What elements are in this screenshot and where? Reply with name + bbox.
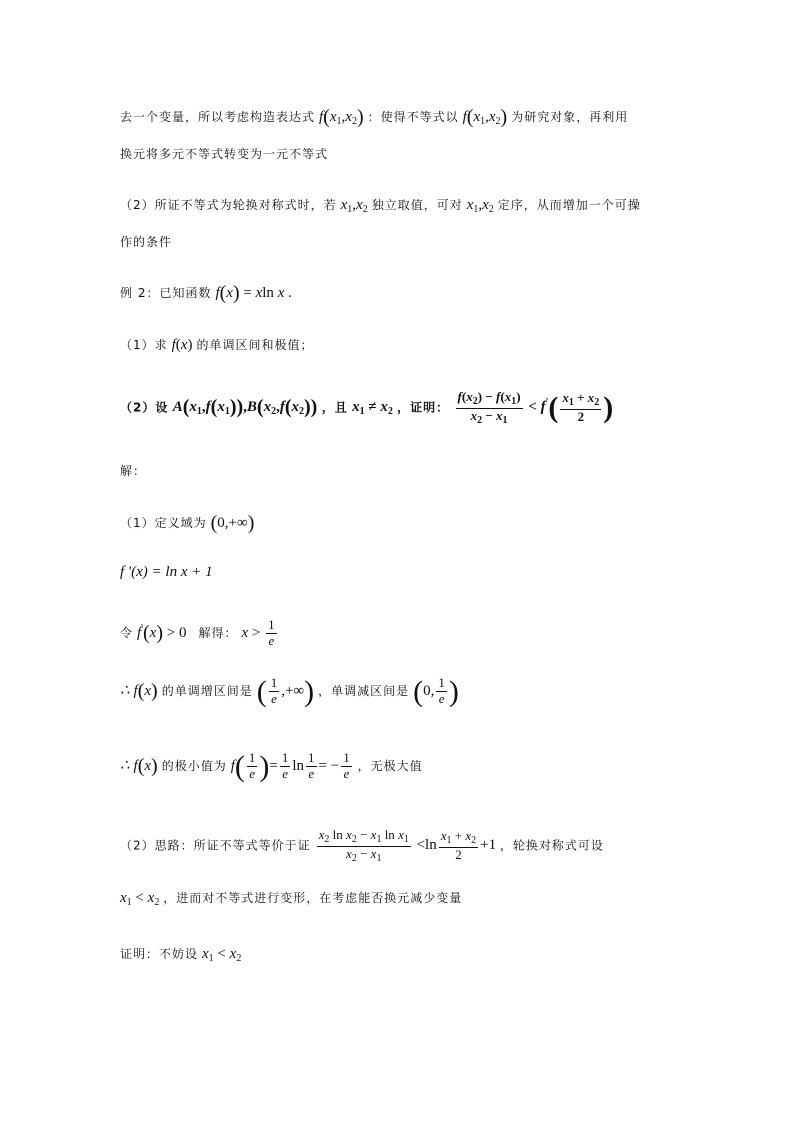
formula-min-value: f( $\frac{1}{e}$ )= $\frac{1}{e}$ ln $\frac{1}{e}$ = − $\frac{1}{e}$ <box>230 750 350 783</box>
step-idea-text-b: ，轮换对称式可设 <box>499 838 604 853</box>
step-monotonic-therefore: ∴ <box>120 683 130 699</box>
formula-inc-interval: ( $\frac{1}{e}$ ,+∞) <box>256 675 315 708</box>
example-text-b: . <box>288 285 293 301</box>
step-idea-text-a: （2）思路：所证不等式等价于证 <box>120 838 311 853</box>
formula-fprime-pos: f'(x) > 0 <box>137 621 187 644</box>
example-heading <box>120 282 292 305</box>
question-2-text-a: （2）设 <box>120 400 169 415</box>
step-idea <box>120 828 604 864</box>
note-line-1 <box>120 196 641 215</box>
note-text-a: （2）所证不等式为轮换对称式时，若 <box>120 198 337 212</box>
formula-f-x1-x2-b: $f(x_1,x_2)$ <box>462 106 508 128</box>
step-proof <box>120 945 241 964</box>
step-solve-text-b: 解得： <box>198 625 238 640</box>
formula-domain: (0,+∞) <box>210 512 255 534</box>
formula-fx: f(x) <box>171 337 193 353</box>
formula-derivative: f '(x) = ln x + 1 <box>120 564 213 580</box>
step-monotonic <box>120 675 459 709</box>
intro-text-a: 去一个变量，所以考虑构造表达式 <box>120 110 316 124</box>
intro-text-b: ：使得不等式以 <box>367 110 459 124</box>
step-domain <box>120 512 254 535</box>
formula-neq: $x_1 \ne x_2$ <box>352 399 393 418</box>
formula-x1x2-b: $x_1,x_2$ <box>466 197 494 215</box>
formula-f-x1-x2: $f(x_1,x_2)$ <box>319 106 364 128</box>
step-derivative <box>120 564 213 581</box>
step-monotonic-text-c: ，单调减区间是 <box>318 684 410 698</box>
step-extremum <box>120 750 423 784</box>
question-1-text-b: 的单调区间和极值； <box>196 338 314 352</box>
intro-text-c: 为研究对象，再利用 <box>511 110 629 124</box>
step-domain-text: （1）定义域为 <box>120 516 207 530</box>
step-solve-text-a: 令 <box>120 625 134 640</box>
note-line-2 <box>120 233 172 250</box>
solution-label-line <box>120 462 146 479</box>
step-proof-text: 证明：不妨设 <box>120 947 199 961</box>
question-2-text-c: ，证明： <box>397 400 450 415</box>
step-extremum-text-b: 的极小值为 <box>161 759 227 773</box>
formula-x1x2: $x_1,x_2$ <box>340 197 368 215</box>
formula-x1-lt-x2-b: $x_1 < x_2$ <box>202 946 242 964</box>
step-monotonic-text-b: 的单调增区间是 <box>161 684 253 698</box>
question-1 <box>120 336 313 354</box>
intro-text-2: 换元将多元不等式转变为一元不等式 <box>120 147 329 161</box>
step-solve <box>120 618 279 649</box>
step-idea-2 <box>120 889 462 908</box>
intro-line-2 <box>120 145 328 162</box>
formula-dec-interval: (0, $\frac{1}{e}$ ) <box>413 675 459 708</box>
formula-x1-lt-x2: $x_1 < x_2$ <box>120 890 160 908</box>
note-text-b: 独立取值，可对 <box>371 198 463 212</box>
example-text-a: 例 2：已知函数 <box>120 286 212 300</box>
step-idea-2-text: ，进而对不等式进行变形，在考虑能否换元减少变量 <box>163 891 463 905</box>
step-extremum-text-c: ，无极大值 <box>357 759 423 773</box>
step-extremum-therefore: ∴ <box>120 758 130 774</box>
formula-fx-2: f(x) <box>133 680 158 702</box>
intro-line-1 <box>120 106 628 129</box>
question-2-text-b: ，且 <box>321 400 348 415</box>
formula-equivalent: $\frac{x_2 \ln x_2 - x_1 \ln x_1}{x_2 - x_1}$ <ln $\frac{x_1 + x_2}{2}$ +1 <box>318 827 497 864</box>
formula-claim: $\frac{f(x_2) - f(x_1)}{x_2 - x_1}$ < f'( $\frac{x_1 + x_2}{2}$ ) <box>457 389 614 426</box>
formula-f-def: f(x) = xln x <box>215 282 285 304</box>
question-1-text-a: （1）求 <box>120 338 168 352</box>
solution-label: 解： <box>120 464 147 478</box>
question-2 <box>120 390 613 426</box>
note-text-c: 定序，从而增加一个可操 <box>497 198 641 212</box>
formula-points: $A(x_1,f(x_1)),B(x_2,f(x_2))$ <box>172 396 318 419</box>
note-text-2: 作的条件 <box>120 235 173 249</box>
formula-fx-3: f(x) <box>133 755 158 777</box>
formula-x-gt: x > $\frac{1}{e}$ <box>241 617 275 648</box>
